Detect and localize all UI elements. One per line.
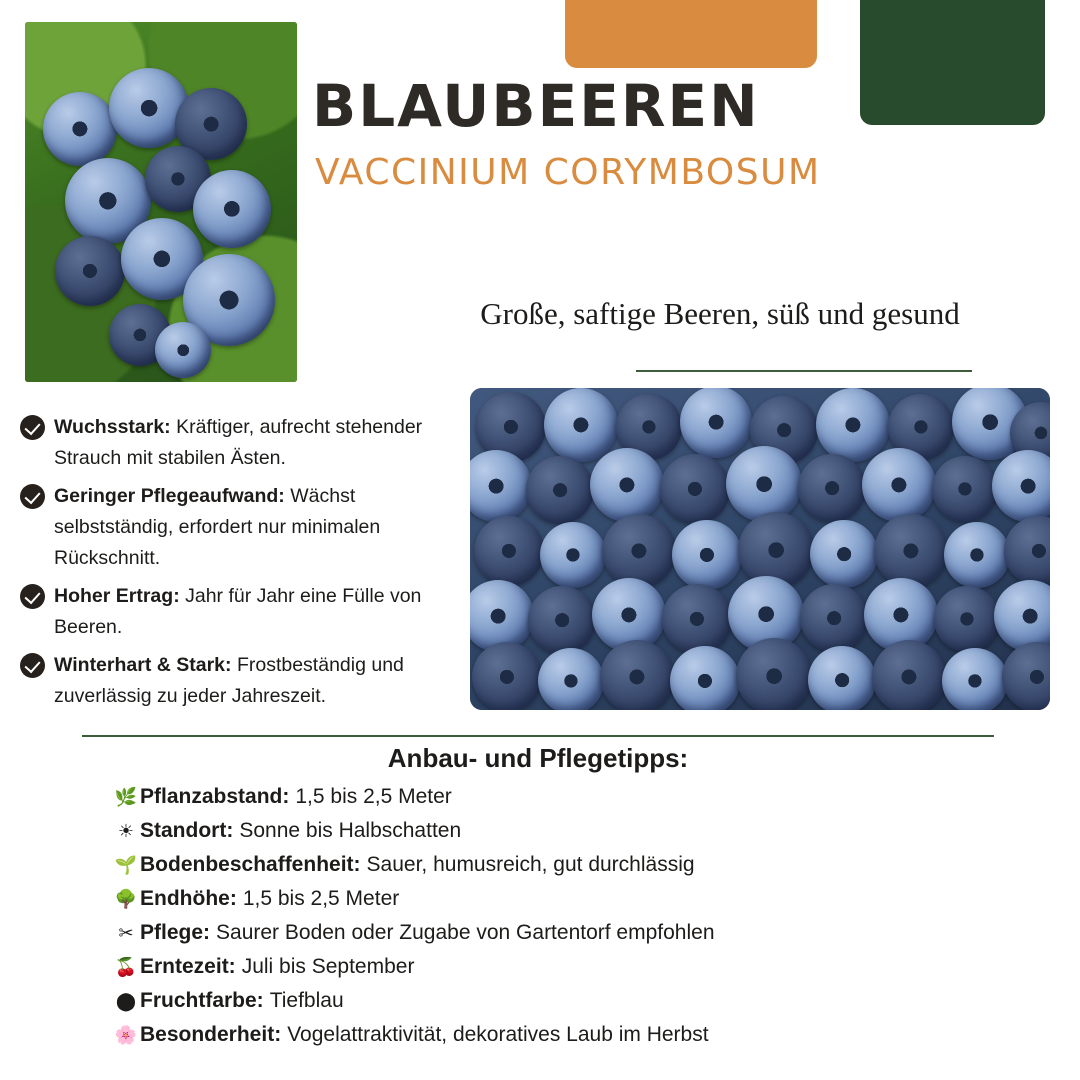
list-item	[82, 950, 994, 984]
sun-icon: ☀	[117, 821, 135, 841]
tip-value: 1,5 bis 2,5 Meter	[242, 887, 400, 910]
divider-bottom	[82, 735, 994, 737]
list-item	[82, 1018, 994, 1052]
feature-text: Wächst selbstständig, erfordert nur minimalen Rückschnitt.	[54, 485, 381, 569]
feature-text: Jahr für Jahr eine Fülle von Beeren.	[54, 585, 422, 638]
tips-list	[82, 780, 994, 1052]
feature-label: Winterhart & Stark:	[54, 654, 232, 676]
tip-label: Erntezeit:	[140, 955, 236, 978]
list-item	[20, 650, 470, 712]
check-circle-icon	[20, 584, 45, 609]
circle-icon: ⬤	[115, 991, 137, 1011]
tip-value: Sauer, humusreich, gut durchlässig	[366, 853, 695, 876]
feature-label: Hoher Ertrag:	[54, 585, 180, 607]
list-item	[20, 581, 470, 643]
tip-value: Juli bis September	[241, 955, 415, 978]
tip-label: Endhöhe:	[140, 887, 237, 910]
list-item	[82, 848, 994, 882]
list-item	[82, 780, 994, 814]
hero-photo	[25, 22, 297, 382]
berries-photo	[470, 388, 1050, 710]
tip-label: Pflanzabstand:	[140, 785, 290, 808]
tip-value: Sonne bis Halbschatten	[239, 819, 462, 842]
list-item	[20, 412, 470, 474]
tips-title: Anbau- und Pflegetipps:	[387, 743, 689, 773]
cherries-icon: 🍒	[114, 957, 138, 977]
blossom-icon: 🌸	[114, 1025, 138, 1045]
check-circle-icon	[20, 653, 45, 678]
tip-label: Standort:	[140, 819, 234, 842]
seedling-icon: 🌱	[114, 855, 138, 875]
list-item	[82, 984, 994, 1018]
tip-label: Bodenbeschaffenheit:	[140, 853, 361, 876]
list-item	[82, 916, 994, 950]
list-item	[82, 814, 994, 848]
feature-list	[20, 412, 470, 719]
tip-value: Vogelattraktivität, dekoratives Laub im Herbst	[287, 1023, 709, 1046]
page-title: BLAUBEEREN	[312, 72, 760, 140]
feature-label: Geringer Pflegeaufwand:	[54, 485, 285, 507]
decorative-block-orange	[565, 0, 817, 68]
tip-label: Fruchtfarbe:	[140, 989, 264, 1012]
decorative-block-green	[860, 0, 1045, 125]
page-subtitle: VACCINIUM CORYMBOSUM	[315, 152, 821, 193]
list-item	[20, 481, 470, 574]
herb-icon: 🌿	[114, 787, 138, 807]
tagline: Große, saftige Beeren, süß und gesund	[480, 296, 960, 331]
feature-label: Wuchsstark:	[54, 416, 171, 438]
check-circle-icon	[20, 415, 45, 440]
tip-label: Pflege:	[140, 921, 211, 944]
tip-label: Besonderheit:	[140, 1023, 282, 1046]
tip-value: Saurer Boden oder Zugabe von Gartentorf empfohlen	[216, 921, 715, 944]
divider-top	[636, 370, 972, 372]
feature-text: Frostbeständig und zuverlässig zu jeder Jahreszeit.	[54, 654, 404, 707]
tree-icon: 🌳	[114, 889, 138, 909]
check-circle-icon	[20, 484, 45, 509]
tip-value: Tiefblau	[269, 989, 344, 1012]
feature-text: Kräftiger, aufrecht stehender Strauch mit stabilen Ästen.	[54, 416, 423, 469]
list-item	[82, 882, 994, 916]
tip-value: 1,5 bis 2,5 Meter	[295, 785, 452, 808]
scissors-icon: ✂	[118, 923, 134, 943]
